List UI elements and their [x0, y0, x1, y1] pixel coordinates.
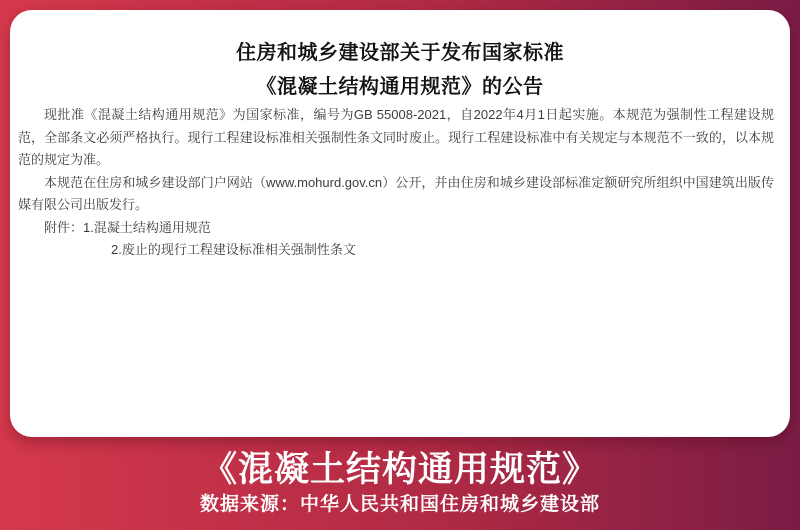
paragraph-publication: 本规范在住房和城乡建设部门户网站（www.mohurd.gov.cn）公开，并由住房和城乡建设部标准定额研究所组织中国建筑出版传媒有限公司出版发行。 — [18, 174, 774, 212]
document-title — [10, 36, 790, 104]
document-title-line1: 住房和城乡建设部关于发布国家标准 — [236, 42, 564, 64]
banner-data-source: 数据来源：中华人民共和国住房和城乡建设部 — [199, 494, 600, 515]
banner-title: 《混凝土结构通用规范》 — [201, 450, 598, 489]
document-card — [10, 10, 790, 437]
document-body — [10, 104, 790, 262]
paragraph-approval: 现批准《混凝土结构通用规范》为国家标准，编号为GB 55008-2021，自2022年4月1日起实施。本规范为强制性工程建设规范，全部条文必须严格执行。现行工程建设标准相关强制性条文同时废止。现行工程建设标准中有关规定与本规范不一致的，以本规范的规定为准。 — [18, 107, 774, 167]
attachment-line-1: 附件：1.混凝土结构通用规范 — [44, 219, 211, 235]
document-title-line2: 《混凝土结构通用规范》的公告 — [256, 76, 544, 98]
attachment-line-2: 2.废止的现行工程建设标准相关强制性条文 — [111, 242, 356, 257]
bottom-banner — [0, 437, 800, 530]
